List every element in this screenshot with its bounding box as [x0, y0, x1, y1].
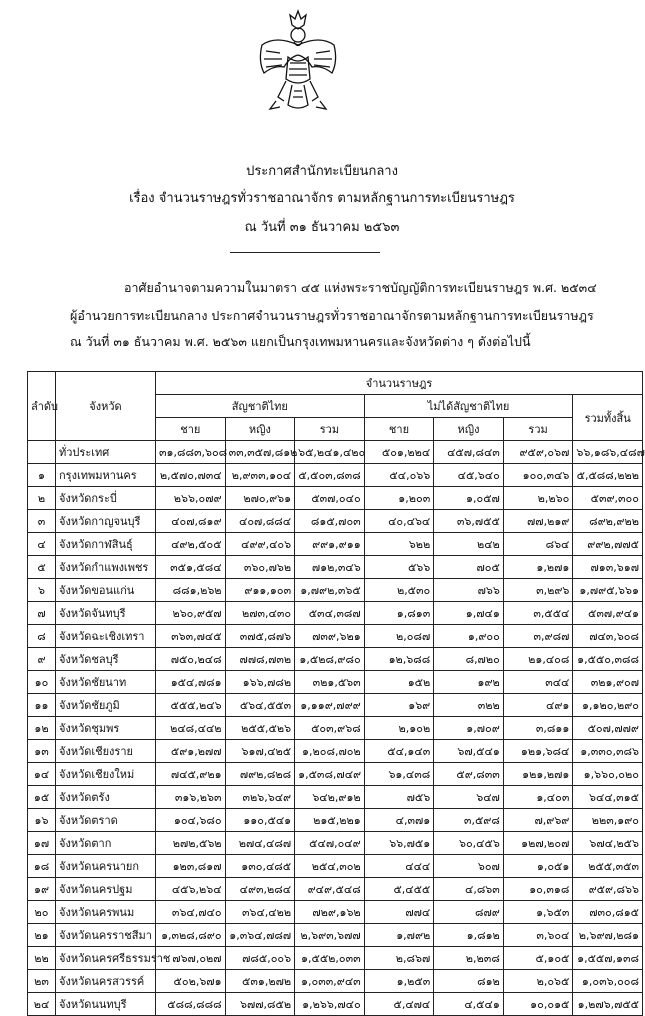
- population-value: ๑,๕๕๐,๓๘๘: [573, 648, 643, 671]
- population-value: ๓๖๔,๗๔๐: [156, 901, 226, 924]
- population-value: ๗๗,๒๑๙: [503, 510, 573, 533]
- province-name: จังหวัดกำแพงเพชร: [56, 556, 156, 579]
- population-value: ๒๔๒: [434, 533, 504, 556]
- population-value: ๕,๔๗๔: [364, 993, 434, 1016]
- population-value: ๑,๐๓๖,๐๐๘: [573, 970, 643, 993]
- population-value: ๑,๒๗๑: [503, 556, 573, 579]
- table-row: [28, 717, 643, 740]
- population-value: ๑๒๓,๘๑๗: [156, 855, 226, 878]
- header-grand-total: รวมทั้งสิ้น: [573, 395, 643, 441]
- population-value: ๔๔๔: [364, 855, 434, 878]
- population-value: ๖๒๒: [364, 533, 434, 556]
- population-value: ๑๖๙: [364, 694, 434, 717]
- population-value: ๕๔,๑๔๓: [364, 740, 434, 763]
- population-value: ๒๗๓,๔๓๐: [225, 602, 295, 625]
- population-value: ๒๑๕,๒๒๑: [295, 809, 365, 832]
- table-row: [28, 970, 643, 993]
- population-value: ๑๒,๖๘๘: [364, 648, 434, 671]
- population-value: ๒๖๐,๙๕๗: [156, 602, 226, 625]
- table-row: [28, 740, 643, 763]
- population-value: ๑,๘๑๒: [434, 924, 504, 947]
- population-value: ๑,๔๐๓: [503, 786, 573, 809]
- population-value: ๒๗๒,๕๖๒: [156, 832, 226, 855]
- population-value: ๓๒๖,๖๔๙: [225, 786, 295, 809]
- row-index: ๒๐: [28, 901, 56, 924]
- population-value: ๒๕๕,๓๕๓: [573, 855, 643, 878]
- header-thai-male: ชาย: [156, 418, 226, 441]
- row-index: ๑๐: [28, 671, 56, 694]
- population-value: ๖๔๒,๙๑๒: [295, 786, 365, 809]
- population-value: ๕,๕๘๘,๒๒๒: [573, 464, 643, 487]
- table-row: [28, 786, 643, 809]
- population-value: ๓๖๐,๗๖๒: [225, 556, 295, 579]
- population-value: ๑๑๐,๕๔๑: [225, 809, 295, 832]
- population-value: ๔๙๑: [503, 694, 573, 717]
- table-row: [28, 510, 643, 533]
- population-value: ๑,๕๕๒,๐๓๓: [295, 947, 365, 970]
- population-value: ๘๑๕,๗๐๓: [295, 510, 365, 533]
- population-value: ๗๔๓,๖๐๘: [573, 625, 643, 648]
- row-index: ๑๖: [28, 809, 56, 832]
- population-value: ๒,๕๓๐: [364, 579, 434, 602]
- population-value: ๘,๗๒๐: [434, 648, 504, 671]
- population-value: ๖๖,๑๘๖,๔๘๗: [573, 441, 643, 464]
- population-value: ๑,๖๕๓: [503, 901, 573, 924]
- population-value: ๑,๗๔๑: [434, 602, 504, 625]
- province-name: จังหวัดเชียงราย: [56, 740, 156, 763]
- population-value: ๗๕๐,๒๔๘: [156, 648, 226, 671]
- population-value: ๑,๓๒๘,๘๙๐: [156, 924, 226, 947]
- population-value: ๔,๘๖๓: [434, 878, 504, 901]
- population-value: ๖๖,๗๕๑: [364, 832, 434, 855]
- population-value: ๑,๕๒๘,๙๘๐: [295, 648, 365, 671]
- population-value: ๕๔,๐๖๖: [364, 464, 434, 487]
- row-index: ๑๑: [28, 694, 56, 717]
- province-name: จังหวัดชัยภูมิ: [56, 694, 156, 717]
- population-value: ๒๒๓,๑๙๐: [573, 809, 643, 832]
- table-row: [28, 694, 643, 717]
- population-value: ๗๙๒,๘๒๘: [225, 763, 295, 786]
- population-value: ๖๐๗: [434, 855, 504, 878]
- population-value: ๓๖๓,๗๔๕: [156, 625, 226, 648]
- province-name: จังหวัดชุมพร: [56, 717, 156, 740]
- population-value: ๒,๐๖๕: [503, 970, 573, 993]
- population-value: ๖๑๗,๔๒๕: [225, 740, 295, 763]
- province-name: จังหวัดนครพนม: [56, 901, 156, 924]
- population-value: ๒,๕๗๐,๗๓๔: [156, 464, 226, 487]
- province-name: จังหวัดตราด: [56, 809, 156, 832]
- province-name: จังหวัดจันทบุรี: [56, 602, 156, 625]
- population-value: ๗๑๓,๖๑๗: [573, 556, 643, 579]
- row-index: ๑: [28, 464, 56, 487]
- province-name: จังหวัดนครศรีธรรมราช: [56, 947, 156, 970]
- population-value: ๕๙,๘๓๓: [434, 763, 504, 786]
- province-name: จังหวัดกระบี่: [56, 487, 156, 510]
- population-value: ๒,๖๙๗,๒๘๑: [573, 924, 643, 947]
- table-row: [28, 763, 643, 786]
- province-name: ทั่วประเทศ: [56, 441, 156, 464]
- population-value: ๒,๒๓๘: [434, 947, 504, 970]
- header-thai-total: รวม: [295, 418, 365, 441]
- population-value: ๓,๖๐๔: [503, 924, 573, 947]
- province-name: จังหวัดกาญจนบุรี: [56, 510, 156, 533]
- population-value: ๗๖๗,๐๒๗: [156, 947, 226, 970]
- population-value: ๓๖,๗๕๕: [434, 510, 504, 533]
- population-value: ๕๓๗,๐๔๐: [295, 487, 365, 510]
- province-name: จังหวัดตรัง: [56, 786, 156, 809]
- population-value: ๖๗,๕๔๑: [434, 740, 504, 763]
- population-value: ๑๐,๐๑๕: [503, 993, 573, 1016]
- population-value: ๕๖๖: [364, 556, 434, 579]
- population-value: ๔,๓๗๑: [364, 809, 434, 832]
- announcement-title: ประกาศสำนักทะเบียนกลาง: [246, 164, 398, 179]
- population-value: ๔๕,๖๔๐: [434, 464, 504, 487]
- row-index: ๒: [28, 487, 56, 510]
- population-value: ๓๕๑,๕๘๔: [156, 556, 226, 579]
- population-value: ๓๓,๓๕๗,๘๑๒: [225, 441, 295, 464]
- population-value: ๕๐๓,๙๖๘: [295, 717, 365, 740]
- population-value: ๑,๑๒๐,๒๙๐: [573, 694, 643, 717]
- province-name: จังหวัดนครนายก: [56, 855, 156, 878]
- population-value: ๘๘๑,๒๖๒: [156, 579, 226, 602]
- population-value: ๓๗๕,๘๗๖: [225, 625, 295, 648]
- province-name: จังหวัดนครราชสีมา: [56, 924, 156, 947]
- population-value: ๗๕๖: [364, 786, 434, 809]
- population-value: ๒,๘๖๗: [364, 947, 434, 970]
- population-value: ๔๐๗,๘๘๔: [225, 510, 295, 533]
- population-value: ๕๓๗,๙๔๑: [573, 602, 643, 625]
- population-value: ๖๔๔,๓๑๕: [573, 786, 643, 809]
- population-value: ๑,๐๕๑: [503, 855, 573, 878]
- population-value: ๓,๒๙๖: [503, 579, 573, 602]
- population-value: ๘๖๔: [503, 533, 573, 556]
- population-value: ๑,๒๗๖,๗๕๕: [573, 993, 643, 1016]
- province-name: จังหวัดนครสวรรค์: [56, 970, 156, 993]
- population-value: ๕๘๘,๘๘๘: [156, 993, 226, 1016]
- population-value: ๒๕๕,๕๒๖: [225, 717, 295, 740]
- row-index: ๙: [28, 648, 56, 671]
- population-value: ๑,๐๕๗: [434, 487, 504, 510]
- population-value: ๕๔๗,๐๔๙: [295, 832, 365, 855]
- population-value: ๑,๒๐๘,๗๐๒: [295, 740, 365, 763]
- population-value: ๑,๓๓๐,๓๘๖: [573, 740, 643, 763]
- row-index: ๑๕: [28, 786, 56, 809]
- population-value: ๘๑๒: [434, 970, 504, 993]
- province-name: จังหวัดเชียงใหม่: [56, 763, 156, 786]
- population-value: ๗๗๘,๗๓๒: [225, 648, 295, 671]
- population-value: ๑๓๐,๔๘๕: [225, 855, 295, 878]
- paragraph-line-1: อาศัยอำนาจตามความในมาตรา ๔๕ แห่งพระราชบัญญัติการทะเบียนราษฎร พ.ศ. ๒๕๓๔: [124, 280, 597, 295]
- population-value: ๗๗๔: [364, 901, 434, 924]
- population-value: ๕๖๔,๕๕๓: [225, 694, 295, 717]
- row-index: ๒๓: [28, 970, 56, 993]
- population-value: ๒๔๘,๔๔๒: [156, 717, 226, 740]
- population-value: ๓๑,๘๘๓,๖๐๘: [156, 441, 226, 464]
- table-row: [28, 625, 643, 648]
- header-thai-female: หญิง: [225, 418, 295, 441]
- population-value: ๘๙๒,๙๒๒: [573, 510, 643, 533]
- row-index: [28, 441, 56, 464]
- table-row: [28, 556, 643, 579]
- population-value: ๒,๑๐๒: [364, 717, 434, 740]
- row-index: ๑๘: [28, 855, 56, 878]
- table-row: [28, 671, 643, 694]
- population-value: ๓,๕๕๔: [503, 602, 573, 625]
- row-index: ๑๒: [28, 717, 56, 740]
- population-value: ๑,๗๙๕,๖๖๑: [573, 579, 643, 602]
- population-value: ๙๙๑,๙๑๑: [295, 533, 365, 556]
- province-name: จังหวัดขอนแก่น: [56, 579, 156, 602]
- population-value: ๓๒๑,๙๐๗: [573, 671, 643, 694]
- population-value: ๑๕๒: [364, 671, 434, 694]
- announcement-subject: เรื่อง จำนวนราษฎรทั่วราชอาณาจักร ตามหลักฐานการทะเบียนราษฎร: [129, 191, 515, 206]
- table-row: [28, 878, 643, 901]
- population-value: ๑,๗๙๒: [364, 924, 434, 947]
- row-index: ๒๔: [28, 993, 56, 1016]
- table-row: [28, 993, 643, 1016]
- population-value: ๗๓๐,๘๑๕: [573, 901, 643, 924]
- population-value: ๒๕๔,๓๐๒: [295, 855, 365, 878]
- population-value: ๕๐๗,๗๗๙: [573, 717, 643, 740]
- row-index: ๑๔: [28, 763, 56, 786]
- header-nonthai-male: ชาย: [364, 418, 434, 441]
- population-value: ๒๖๖,๐๗๙: [156, 487, 226, 510]
- province-name: จังหวัดนนทบุรี: [56, 993, 156, 1016]
- garuda-emblem: [254, 5, 342, 115]
- population-value: ๙๑๑,๑๐๓: [225, 579, 295, 602]
- population-value: ๗๒๙,๑๖๒: [295, 901, 365, 924]
- population-value: ๑,๓๖๔,๗๘๗: [225, 924, 295, 947]
- header-province: จังหวัด: [56, 372, 156, 441]
- population-value: ๕,๑๐๕: [503, 947, 573, 970]
- row-index: ๓: [28, 510, 56, 533]
- population-value: ๖๑,๔๓๘: [364, 763, 434, 786]
- population-value: ๕,๔๕๕: [364, 878, 434, 901]
- population-value: ๑๒๑,๖๘๔: [503, 740, 573, 763]
- province-name: จังหวัดตาก: [56, 832, 156, 855]
- header-population: จำนวนราษฎร: [156, 372, 643, 395]
- row-index: ๑๙: [28, 878, 56, 901]
- population-value: ๔๐,๔๖๔: [364, 510, 434, 533]
- population-value: ๕๓๑,๒๗๒: [225, 970, 295, 993]
- population-value: ๗๔๕,๙๒๑: [156, 763, 226, 786]
- table-row: [28, 809, 643, 832]
- population-value: ๔,๕๔๑: [434, 993, 504, 1016]
- population-value: ๔๙๒,๕๐๕: [156, 533, 226, 556]
- population-value: ๙๕๙,๘๖๖: [573, 878, 643, 901]
- population-value: ๗๑๒,๓๔๖: [295, 556, 365, 579]
- population-value: ๑๐๐,๓๔๖: [503, 464, 573, 487]
- population-value: ๗,๙๖๙: [503, 809, 573, 832]
- divider: [230, 252, 380, 253]
- population-value: ๓๒๑,๕๖๓: [295, 671, 365, 694]
- table-row: [28, 533, 643, 556]
- population-value: ๑,๖๖๐,๐๒๐: [573, 763, 643, 786]
- population-value: ๙๔๙,๕๔๘: [295, 878, 365, 901]
- population-value: ๑,๕๓๘,๗๔๙: [295, 763, 365, 786]
- population-value: ๕๕๕,๒๔๖: [156, 694, 226, 717]
- population-value: ๘๗๙: [434, 901, 504, 924]
- header-nonthai-total: รวม: [503, 418, 573, 441]
- table-row: [28, 464, 643, 487]
- population-value: ๓๑๖,๒๖๓: [156, 786, 226, 809]
- population-value: ๔๐๗,๘๑๙: [156, 510, 226, 533]
- table-row: [28, 924, 643, 947]
- population-value: ๔๕๖,๒๖๔: [156, 878, 226, 901]
- population-value: ๗๐๕: [434, 556, 504, 579]
- province-name: จังหวัดนครปฐม: [56, 878, 156, 901]
- row-index: ๑๗: [28, 832, 56, 855]
- row-index: ๒๑: [28, 924, 56, 947]
- population-value: ๓,๘๑๑: [503, 717, 573, 740]
- population-value: ๕๙๑,๒๗๗: [156, 740, 226, 763]
- paragraph-line-3: ณ วันที่ ๓๑ ธันวาคม พ.ศ. ๒๕๖๓ แยกเป็นกรุงเทพมหานครและจังหวัดต่าง ๆ ดังต่อไปนี้: [70, 334, 531, 349]
- table-row: [28, 487, 643, 510]
- table-row: [28, 855, 643, 878]
- population-value: ๑๙๒: [434, 671, 504, 694]
- population-value: ๕๐๒,๖๗๑: [156, 970, 226, 993]
- population-value: ๖๐,๔๕๖: [434, 832, 504, 855]
- province-name: จังหวัดชลบุรี: [56, 648, 156, 671]
- table-row: [28, 602, 643, 625]
- population-value: ๒,๖๙๓,๖๗๗: [295, 924, 365, 947]
- province-name: จังหวัดฉะเชิงเทรา: [56, 625, 156, 648]
- population-value: ๗๓๙,๖๒๑: [295, 625, 365, 648]
- population-value: ๑๐๔,๖๘๐: [156, 809, 226, 832]
- population-value: ๑,๐๓๓,๙๔๓: [295, 970, 365, 993]
- header-nonthai-female: หญิง: [434, 418, 504, 441]
- population-value: ๓๖๔,๔๒๒: [225, 901, 295, 924]
- table-row: [28, 441, 643, 464]
- population-value: ๓,๕๙๘: [434, 809, 504, 832]
- table-row: [28, 901, 643, 924]
- population-value: ๔๕๗,๘๔๓: [434, 441, 504, 464]
- population-value: ๗๖๖: [434, 579, 504, 602]
- header-index: ลำดับ: [28, 372, 56, 441]
- population-value: ๑,๒๐๓: [364, 487, 434, 510]
- population-value: ๖๕,๒๔๑,๔๒๐: [295, 441, 365, 464]
- population-value: ๕,๕๐๓,๘๓๘: [295, 464, 365, 487]
- population-value: ๖๗๔,๒๕๖: [573, 832, 643, 855]
- table-row: [28, 579, 643, 602]
- population-value: ๑,๘๑๓: [364, 602, 434, 625]
- table-row: [28, 947, 643, 970]
- population-value: ๒๑,๔๐๘: [503, 648, 573, 671]
- population-value: ๑๐,๓๑๘: [503, 878, 573, 901]
- row-index: ๔: [28, 533, 56, 556]
- population-value: ๙๙๒,๗๗๕: [573, 533, 643, 556]
- row-index: ๖: [28, 579, 56, 602]
- row-index: ๗: [28, 602, 56, 625]
- population-value: ๑๖๖,๗๘๒: [225, 671, 295, 694]
- province-name: จังหวัดกาฬสินธุ์: [56, 533, 156, 556]
- population-value: ๕๓๙,๓๐๐: [573, 487, 643, 510]
- population-value: ๙๕๙,๐๖๗: [503, 441, 573, 464]
- population-value: ๑,๒๖๖,๗๔๐: [295, 993, 365, 1016]
- header-thai: สัญชาติไทย: [156, 395, 365, 418]
- population-value: ๗๘๕,๐๐๖: [225, 947, 295, 970]
- population-value: ๓๒๒: [434, 694, 504, 717]
- population-value: ๒,๙๓๓,๑๐๔: [225, 464, 295, 487]
- population-value: ๑๒๑,๒๗๑: [503, 763, 573, 786]
- population-value: ๔๙๓,๒๘๔: [225, 878, 295, 901]
- population-value: ๕๓๔,๓๘๗: [295, 602, 365, 625]
- population-value: ๒๗๔,๔๘๗: [225, 832, 295, 855]
- population-value: ๒,๒๖๐: [503, 487, 573, 510]
- population-table: [27, 371, 643, 1016]
- population-value: ๒,๐๘๗: [364, 625, 434, 648]
- header-nonthai: ไม่ได้สัญชาติไทย: [364, 395, 573, 418]
- population-value: ๑,๕๕๗,๑๓๘: [573, 947, 643, 970]
- population-value: ๑,๒๕๓: [364, 970, 434, 993]
- population-value: ๑,๗๙๒,๓๖๕: [295, 579, 365, 602]
- table-row: [28, 648, 643, 671]
- population-value: ๒๗๐,๙๖๑: [225, 487, 295, 510]
- population-value: ๑,๙๐๐: [434, 625, 504, 648]
- population-value: ๕๐๑,๒๒๔: [364, 441, 434, 464]
- paragraph-line-2: ผู้อำนวยการทะเบียนกลาง ประกาศจำนวนราษฎรทั่วราชอาณาจักรตามหลักฐานการทะเบียนราษฎร: [70, 308, 594, 323]
- province-name: กรุงเทพมหานคร: [56, 464, 156, 487]
- population-value: ๓,๙๘๗: [503, 625, 573, 648]
- row-index: ๘: [28, 625, 56, 648]
- announcement-date: ณ วันที่ ๓๑ ธันวาคม ๒๕๖๓: [244, 220, 400, 235]
- population-value: ๑,๑๑๙,๗๙๙: [295, 694, 365, 717]
- population-value: ๓๔๔: [503, 671, 573, 694]
- table-row: [28, 832, 643, 855]
- row-index: ๒๒: [28, 947, 56, 970]
- population-value: ๖๔๗: [434, 786, 504, 809]
- population-value: ๑๕๔,๗๘๑: [156, 671, 226, 694]
- population-value: ๖๗๗,๘๕๒: [225, 993, 295, 1016]
- population-value: ๔๙๙,๔๐๖: [225, 533, 295, 556]
- row-index: ๑๓: [28, 740, 56, 763]
- province-name: จังหวัดชัยนาท: [56, 671, 156, 694]
- population-value: ๑๒๗,๒๐๗: [503, 832, 573, 855]
- population-value: ๑,๗๐๙: [434, 717, 504, 740]
- row-index: ๕: [28, 556, 56, 579]
